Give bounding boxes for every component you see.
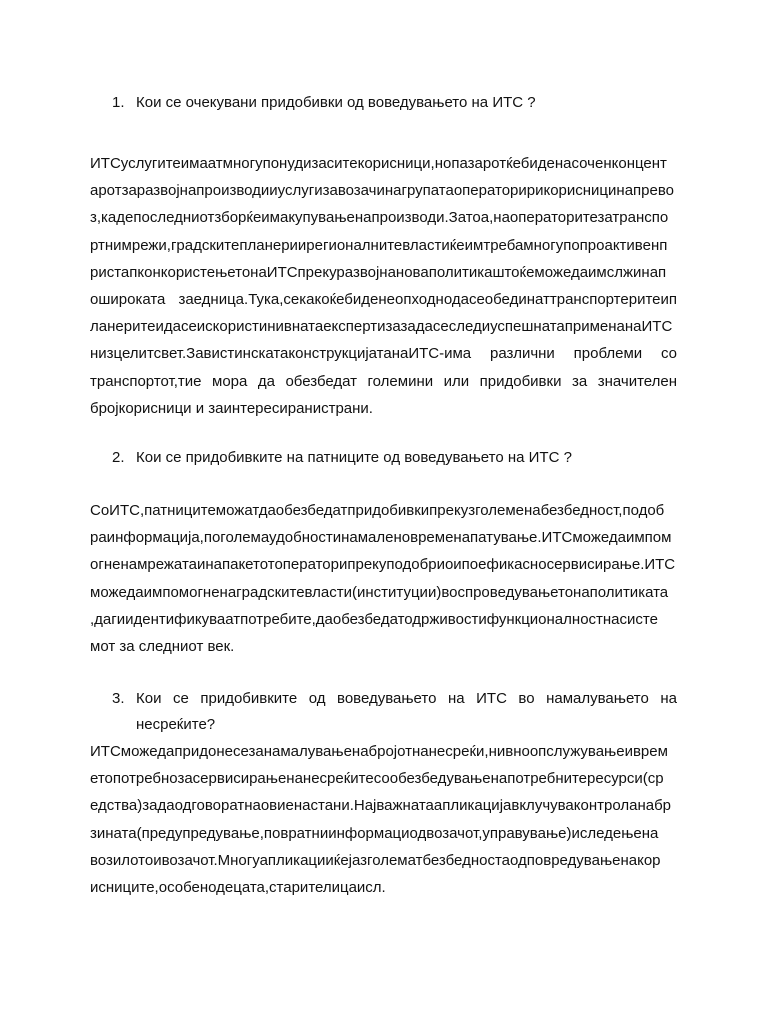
answer-1-paragraph <box>90 150 677 422</box>
answer-line: мот за следниот век. <box>90 637 235 655</box>
question-text: Кои се придобивките на патниците од воведувањето на ИТС ? <box>136 449 572 466</box>
answer-line: транспортот,тие мора да обезбедат големини или придобивки за значителен <box>90 372 677 390</box>
answer-line: етопотребнозасервисирањенанесреќитесообезбедувањенапотребнитересурси(ср <box>90 770 664 788</box>
answer-line: раинформација,поголемаудобностинамаленовременапатување.ИТСможедаимпом <box>90 529 672 547</box>
answer-line: ИТСуслугитеимаатмногупонудизаситекорисници,нопазаротќебиденасоченконцент <box>90 155 667 172</box>
answer-line: возилотоивозачот.Многуапликацииќејазголематбезбедностаодповредувањенакор <box>90 851 661 869</box>
answer-line: ртнимрежи,градскитепланериирегионалнитевластиќеимтребамногупопроактивенп <box>90 236 668 254</box>
question-number: 1. <box>112 94 125 111</box>
answer-line: СоИТС,патницитеможатдаобезбедатпридобивкипрекузголеменабезбедност,подоб <box>90 502 665 519</box>
answer-3-paragraph <box>90 738 677 901</box>
answer-line: ланеритеидасеискористинивнатаекспертизазадасеследиуспешнатаприменанаИТС <box>90 318 673 336</box>
answer-line: огненамрежатаинапакетотоператорипрекуподобриоипоефикасносервисирање.ИТС <box>90 556 676 574</box>
answer-line: едства)задаодговоратнаовиенастани.Најважнатаапликацијавклучуваконтроланабр <box>90 797 672 815</box>
answer-line: ,дагиидентификуваатпотребите,даобезбедатодрживостифункционалностнасисте <box>90 610 658 628</box>
answer-line: з,кадепоследниотзборќеимакупувањенапроизводи.Затоа,наоператоритезатранспо <box>90 209 669 227</box>
answer-line: зината(предупредување,повратниинформациодвозачот,управување)иследењена <box>90 824 659 842</box>
question-number: 3. <box>112 690 125 707</box>
answer-line: можедаимпомогненаградскитевласти(институции)воспроведувањетонаполитиката <box>90 583 669 601</box>
answer-line: ошироката заедница.Тука,секакоќебиденеопходнодасеобединаттранспортеритеип <box>90 290 677 308</box>
answer-line: аротзаразвојнапроизводииуслугизавозачинагрупатаоператоририкорисницинапрево <box>90 182 674 200</box>
answer-line: ристапконкористењетонаИТСпрекуразвојнановаполитикаштоќеможедаимслжинап <box>90 263 667 281</box>
question-text: Кои се очекувани придобивки од воведувањето на ИТС ? <box>136 94 536 111</box>
question-number: 2. <box>112 449 125 466</box>
answer-2-paragraph <box>90 497 677 660</box>
answer-line: низцелитсвет.ЗавистинскатаконструкцијатанаИТС-има различни проблеми со <box>90 345 677 363</box>
answer-line: ИТСможедапридонесезанамалувањенабројотнанесреќи,нивноопслужувањеиврем <box>90 743 668 760</box>
answer-line: бројкорисници и заинтересиранистрани. <box>90 399 373 417</box>
question-text-continuation: несреќите? <box>136 716 216 733</box>
question-text: Кои се придобивките од воведувањето на ИТС во намалувањето на <box>136 690 677 707</box>
answer-line: исниците,особенодецата,старителицаисл. <box>90 878 386 896</box>
